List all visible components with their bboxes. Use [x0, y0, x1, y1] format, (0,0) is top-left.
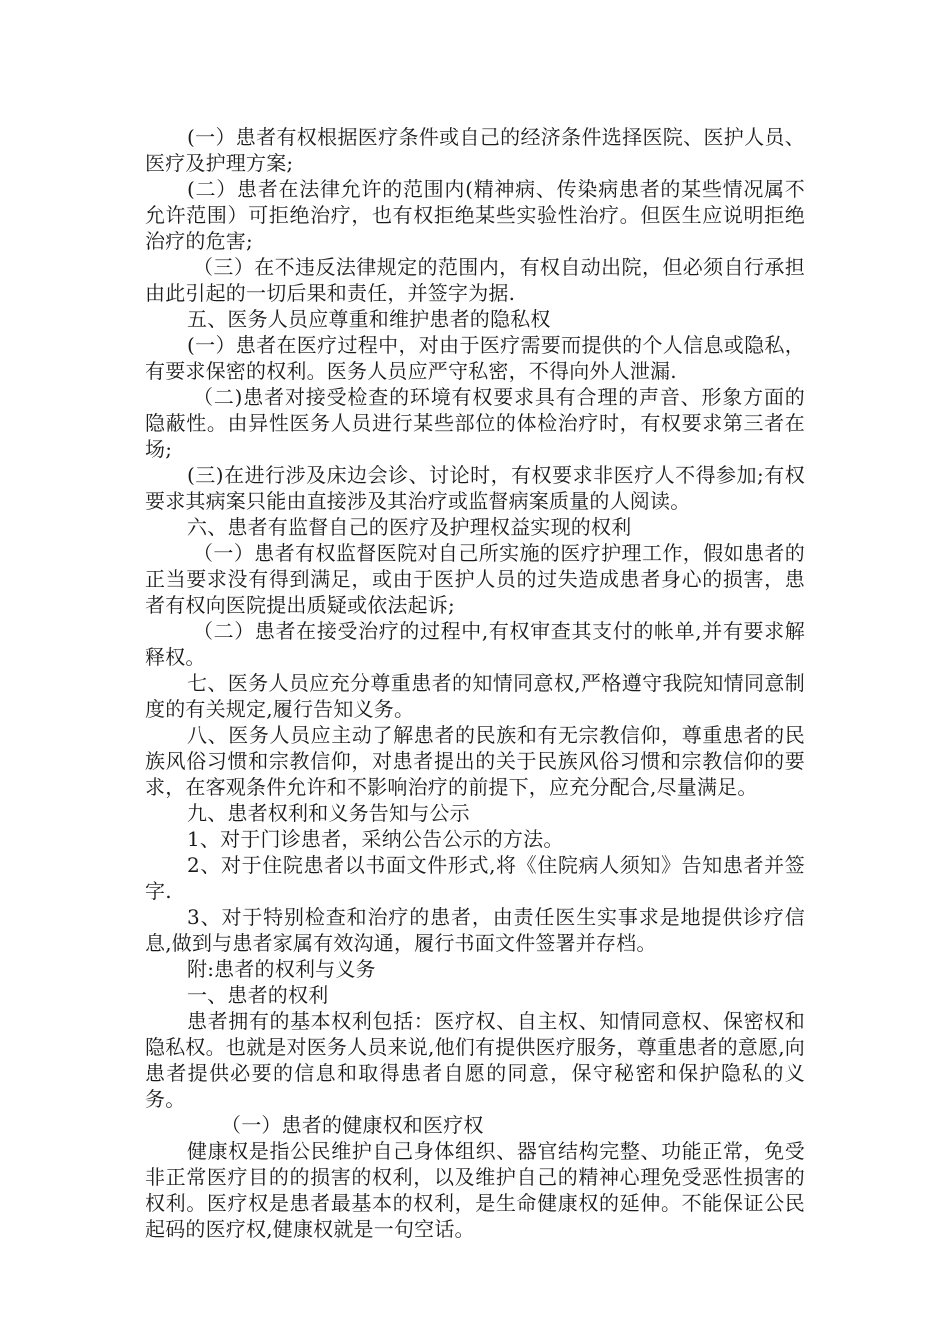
paragraph: (一）患者在医疗过程中，对由于医疗需要而提供的个人信息或隐私，有要求保密的权利。医务人员应严守私密，不得向外人泄漏. — [145, 333, 805, 383]
section-heading: 一、患者的权利 — [187, 983, 329, 1007]
appendix-heading: 附:患者的权利与义务 — [187, 957, 376, 981]
document-body — [145, 124, 805, 1242]
paragraph: (二）患者在法律允许的范围内(精神病、传染病患者的某些情况属不允许范围）可拒绝治疗，也有权拒绝某些实验性治疗。但医生应说明拒绝治疗的危害; — [145, 177, 805, 253]
section-heading: 九、患者权利和义务告知与公示 — [187, 801, 470, 825]
paragraph: 患者拥有的基本权利包括：医疗权、自主权、知情同意权、保密权和隐私权。也就是对医务人员来说,他们有提供医疗服务，尊重患者的意愿,向患者提供必要的信息和取得患者自愿的同意，保守秘密和保护隐私的义务。 — [145, 1009, 805, 1111]
paragraph: (一）患者有权根据医疗条件或自己的经济条件选择医院、医护人员、医疗及护理方案; — [145, 125, 805, 175]
list-item: 2、对于住院患者以书面文件形式,将《住院病人须知》告知患者并签字. — [145, 853, 805, 903]
section-heading: 七、医务人员应充分尊重患者的知情同意权,严格遵守我院知情同意制度的有关规定,履行告知义务。 — [145, 671, 805, 721]
paragraph: （二)患者对接受检查的环境有权要求具有合理的声音、形象方面的隐蔽性。由异性医务人员进行某些部位的体检治疗时，有权要求第三者在场; — [145, 385, 805, 461]
section-heading: 五、医务人员应尊重和维护患者的隐私权 — [187, 307, 551, 331]
section-heading: 八、医务人员应主动了解患者的民族和有无宗教信仰，尊重患者的民族风俗习惯和宗教信仰，对患者提出的关于民族风俗习惯和宗教信仰的要求，在客观条件允许和不影响治疗的前提下，应充分配合,尽量满足。 — [145, 723, 805, 799]
paragraph: （三）在不违反法律规定的范围内，有权自动出院，但必须自行承担由此引起的一切后果和责任，并签字为据. — [145, 255, 805, 305]
subsection-heading: （一）患者的健康权和医疗权 — [221, 1113, 484, 1137]
paragraph: 健康权是指公民维护自己身体组织、器官结构完整、功能正常，免受非正常医疗目的的损害的权利，以及维护自己的精神心理免受恶性损害的权利。医疗权是患者最基本的权利，是生命健康权的延伸。不能保证公民起码的医疗权,健康权就是一句空话。 — [145, 1139, 805, 1241]
paragraph: （一）患者有权监督医院对自己所实施的医疗护理工作，假如患者的正当要求没有得到满足，或由于医护人员的过失造成患者身心的损害，患者有权向医院提出质疑或依法起诉; — [145, 541, 805, 617]
paragraph: （二）患者在接受治疗的过程中,有权审查其支付的帐单,并有要求解释权。 — [145, 619, 805, 669]
paragraph: (三)在进行涉及床边会诊、讨论时，有权要求非医疗人不得参加;有权要求其病案只能由直接涉及其治疗或监督病案质量的人阅读。 — [145, 463, 805, 513]
list-item: 3、对于特别检查和治疗的患者，由责任医生实事求是地提供诊疗信息,做到与患者家属有效沟通，履行书面文件签署并存档。 — [145, 905, 805, 955]
section-heading: 六、患者有监督自己的医疗及护理权益实现的权利 — [187, 515, 632, 539]
list-item: 1、对于门诊患者，采纳公告公示的方法。 — [187, 827, 564, 851]
